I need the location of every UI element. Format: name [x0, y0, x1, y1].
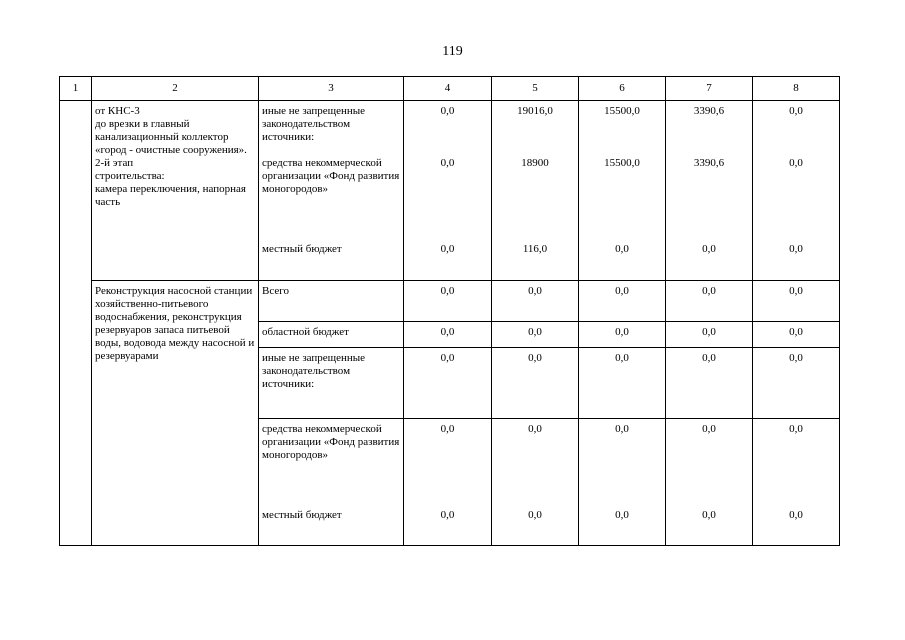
index-cell	[60, 101, 92, 546]
source-cell	[259, 322, 404, 348]
object-name-cell	[92, 101, 259, 281]
value-cell: 15500,0	[579, 153, 666, 239]
source-cell	[259, 348, 404, 419]
value-cell: 0,0	[492, 348, 579, 419]
value-cell: 0,0	[666, 322, 753, 348]
source-label: иные не запрещенные законодательством источники:	[262, 105, 366, 143]
source-label: местный бюджет	[262, 508, 342, 521]
source-label: средства некоммерческой организации «Фонд развития моногородов»	[262, 156, 400, 195]
column-header: 1	[60, 77, 92, 101]
value-cell: 0,0	[579, 239, 666, 281]
value-cell: 0,0	[404, 239, 492, 281]
value-cell: 0,0	[666, 239, 753, 281]
budget-table	[59, 76, 840, 546]
column-header: 5	[492, 77, 579, 101]
source-cell	[259, 505, 404, 546]
value-cell: 0,0	[579, 348, 666, 419]
source-label: средства некоммерческой организации «Фонд развития моногородов»	[262, 423, 400, 461]
value-cell: 18900	[492, 153, 579, 239]
value-cell: 0,0	[404, 281, 492, 322]
table-row	[60, 281, 840, 322]
source-cell	[259, 101, 404, 153]
value-cell: 0,0	[666, 348, 753, 419]
column-header: 4	[404, 77, 492, 101]
value-cell: 15500,0	[579, 101, 666, 153]
value-cell: 0,0	[753, 348, 840, 419]
table-row	[60, 101, 840, 153]
value-cell: 0,0	[404, 348, 492, 419]
value-cell: 0,0	[753, 322, 840, 348]
column-header: 8	[753, 77, 840, 101]
source-label: местный бюджет	[262, 242, 342, 255]
value-cell: 0,0	[753, 419, 840, 505]
value-cell: 0,0	[579, 322, 666, 348]
object-name: Реконструкция насосной станции хозяйственно-питьевого водоснабжения, реконструкция резервуаров запаса питьевой воды, водовода между насосной и резервуарами	[95, 285, 255, 362]
source-label: Всего	[262, 285, 289, 297]
value-cell: 0,0	[753, 281, 840, 322]
page-number: 119	[442, 44, 463, 59]
value-cell: 3390,6	[666, 153, 753, 239]
value-cell: 19016,0	[492, 101, 579, 153]
value-cell: 3390,6	[666, 101, 753, 153]
value-cell: 0,0	[579, 505, 666, 546]
value-cell: 0,0	[666, 505, 753, 546]
value-cell: 0,0	[753, 101, 840, 153]
header-row	[60, 77, 840, 101]
column-header: 2	[92, 77, 259, 101]
value-cell: 0,0	[492, 505, 579, 546]
value-cell: 0,0	[753, 239, 840, 281]
source-cell	[259, 239, 404, 281]
value-cell: 0,0	[579, 419, 666, 505]
value-cell: 0,0	[404, 153, 492, 239]
object-name-cell	[92, 281, 259, 546]
column-header: 6	[579, 77, 666, 101]
value-cell: 0,0	[404, 419, 492, 505]
column-header: 7	[666, 77, 753, 101]
value-cell: 0,0	[666, 281, 753, 322]
source-label: областной бюджет	[262, 326, 349, 338]
value-cell: 0,0	[753, 153, 840, 239]
source-cell	[259, 281, 404, 322]
object-name: от КНС-3 до врезки в главный канализационный коллектор «город - очистные сооружения». 2-й этап строительства: камера переключения, напорная часть	[95, 105, 247, 208]
value-cell: 116,0	[492, 239, 579, 281]
column-header: 3	[259, 77, 404, 101]
value-cell: 0,0	[666, 419, 753, 505]
value-cell: 0,0	[492, 419, 579, 505]
value-cell: 0,0	[404, 322, 492, 348]
value-cell: 0,0	[492, 281, 579, 322]
value-cell: 0,0	[753, 505, 840, 546]
source-label: иные не запрещенные законодательством источники:	[262, 352, 366, 390]
value-cell: 0,0	[404, 101, 492, 153]
value-cell: 0,0	[579, 281, 666, 322]
source-cell	[259, 419, 404, 505]
value-cell: 0,0	[492, 322, 579, 348]
source-cell	[259, 153, 404, 239]
value-cell: 0,0	[404, 505, 492, 546]
